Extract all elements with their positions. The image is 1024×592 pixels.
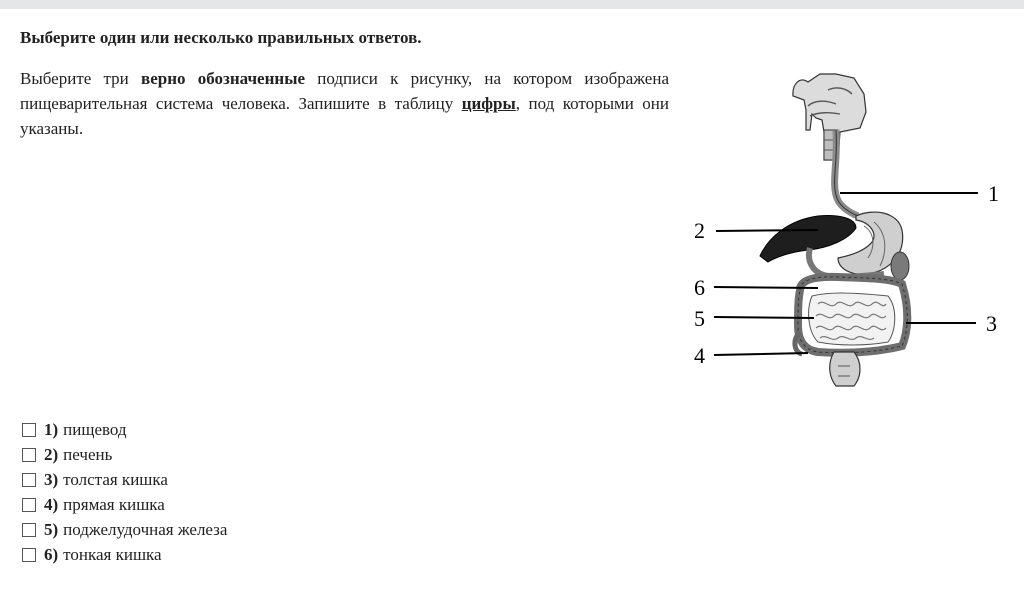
option-3[interactable] bbox=[22, 467, 227, 492]
figure-label-1: 1 bbox=[988, 181, 999, 206]
rectum-shape bbox=[830, 352, 860, 386]
figure-label-4: 4 bbox=[694, 343, 705, 368]
option-number: 2) bbox=[44, 444, 59, 464]
question-part-2: подписи к рисунку, на котором изображена пищеварительная система человека. Запишите в таблицу bbox=[20, 69, 669, 113]
option-2[interactable] bbox=[22, 442, 227, 467]
esophagus-shape bbox=[835, 130, 858, 216]
option-number: 3) bbox=[44, 469, 59, 489]
answer-options bbox=[22, 417, 227, 567]
checkbox-6[interactable] bbox=[22, 548, 36, 562]
instruction-heading: Выберите один или несколько правильных ответов. bbox=[20, 28, 422, 47]
question-text bbox=[20, 66, 669, 141]
checkbox-1[interactable] bbox=[22, 423, 36, 437]
option-number: 6) bbox=[44, 544, 59, 564]
figure-label-2: 2 bbox=[694, 218, 705, 243]
question-emphasis-1: верно обозначенные bbox=[141, 69, 306, 88]
figure-label-3: 3 bbox=[986, 311, 997, 336]
option-5[interactable] bbox=[22, 517, 227, 542]
checkbox-3[interactable] bbox=[22, 473, 36, 487]
question-emphasis-2: цифры bbox=[461, 94, 516, 113]
option-4[interactable] bbox=[22, 492, 227, 517]
figure-label-6: 6 bbox=[694, 275, 705, 300]
option-number: 5) bbox=[44, 519, 59, 539]
option-text: прямая кишка bbox=[63, 494, 165, 514]
option-number: 4) bbox=[44, 494, 59, 514]
option-text: поджелудочная железа bbox=[63, 519, 228, 539]
checkbox-4[interactable] bbox=[22, 498, 36, 512]
question-part-3: , под которыми они указаны. bbox=[20, 94, 669, 138]
option-text: тонкая кишка bbox=[63, 544, 162, 564]
option-text: толстая кишка bbox=[63, 469, 168, 489]
option-1[interactable] bbox=[22, 417, 227, 442]
option-number: 1) bbox=[44, 419, 59, 439]
figure-label-5: 5 bbox=[694, 306, 705, 331]
question-part-1: Выберите три bbox=[20, 69, 142, 88]
digestive-system-figure bbox=[688, 70, 1008, 400]
option-6[interactable] bbox=[22, 542, 227, 567]
checkbox-5[interactable] bbox=[22, 523, 36, 537]
checkbox-2[interactable] bbox=[22, 448, 36, 462]
option-text: пищевод bbox=[63, 419, 127, 439]
top-bar bbox=[0, 0, 1024, 9]
option-text: печень bbox=[63, 444, 113, 464]
